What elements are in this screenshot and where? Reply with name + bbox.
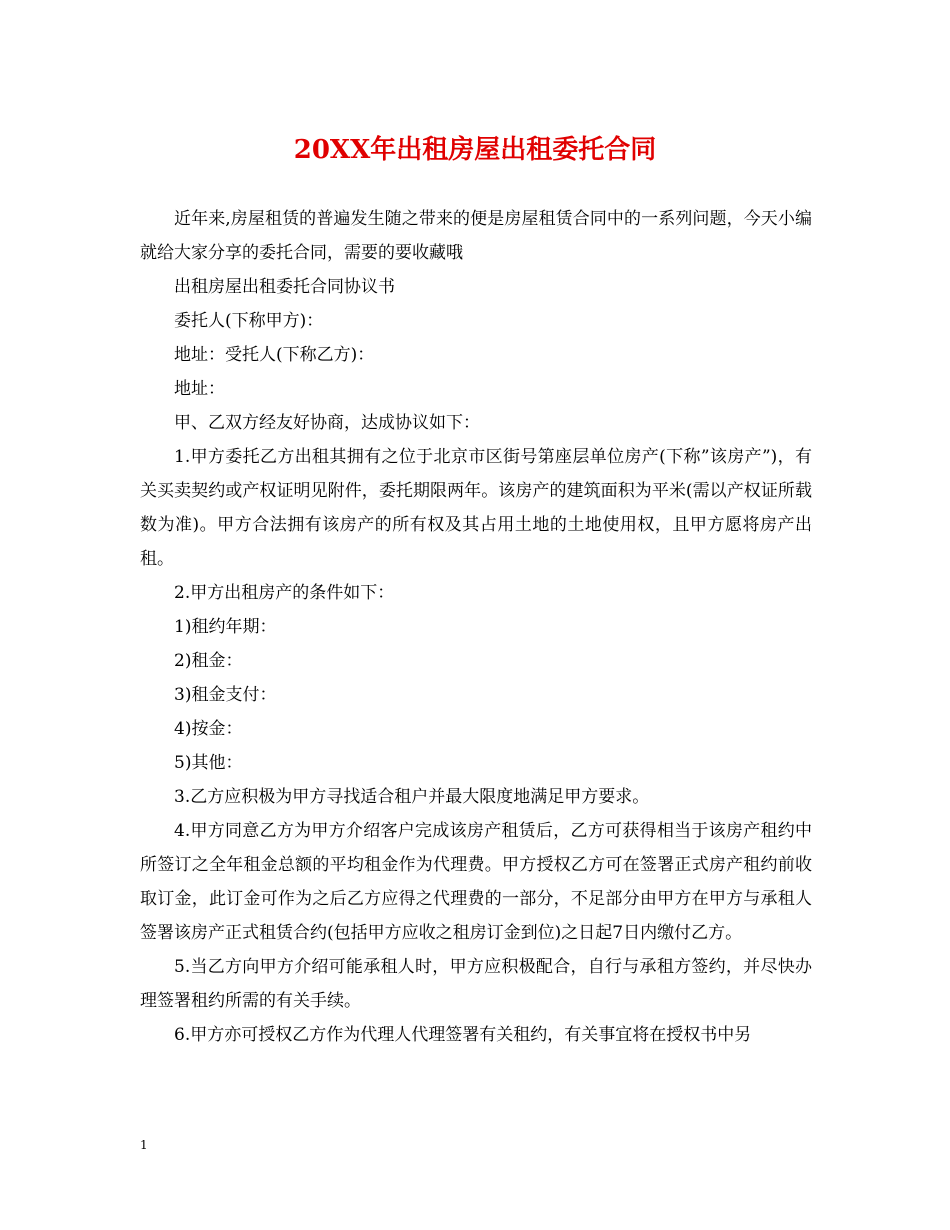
paragraph-principal: 委托人(下称甲方)： <box>174 311 324 331</box>
clause-2-item-4: 4)按金： <box>174 719 243 739</box>
clause-2: 2.甲方出租房产的条件如下： <box>174 583 395 603</box>
clause-4: 4.甲方同意乙方为甲方介绍客户完成该房产租赁后，乙方可获得相当于该房产租约中所签订之全年租金总额的平均租金作为代理费。甲方授权乙方可在签署正式房产租约前收取订金，此订金可作为之后乙方应得之代理费的一部分，不足部分由甲方在甲方与承租人签署该房产正式租赁合约(包括甲方应收之租房订金到位)之日起7日内缴付乙方。 <box>140 821 812 943</box>
paragraph-address: 地址： <box>174 379 225 399</box>
clause-1: 1.甲方委托乙方出租其拥有之位于北京市区街号第座层单位房产(下称”该房产”)，有关买卖契约或产权证明见附件，委托期限两年。该房产的建筑面积为平米(需以产权证所载数为准)。甲方合法拥有该房产的所有权及其占用土地的土地使用权，且甲方愿将房产出租。 <box>140 447 812 569</box>
clause-3: 3.乙方应积极为甲方寻找适合租户并最大限度地满足甲方要求。 <box>174 787 650 807</box>
clause-2-item-2: 2)租金： <box>174 651 243 671</box>
paragraph-intro: 近年来,房屋租赁的普遍发生随之带来的便是房屋租赁合同中的一系列问题，今天小编就给大家分享的委托合同，需要的要收藏哦 <box>140 209 812 263</box>
clause-2-item-3: 3)租金支付： <box>174 685 277 705</box>
paragraph-preamble: 甲、乙双方经友好协商，达成协议如下： <box>174 413 480 433</box>
clause-6: 6.甲方亦可授权乙方作为代理人代理签署有关租约，有关事宜将在授权书中另 <box>174 1025 752 1045</box>
page-number: 1 <box>140 1138 148 1152</box>
clause-2-item-1: 1)租约年期： <box>174 617 277 637</box>
clause-2-item-5: 5)其他： <box>174 753 243 773</box>
paragraph-address-agent: 地址：受托人(下称乙方)： <box>174 345 375 365</box>
paragraph-agreement-title: 出租房屋出租委托合同协议书 <box>174 277 395 297</box>
document-title: 20XX年出租房屋出租委托合同 <box>293 135 657 165</box>
clause-5: 5.当乙方向甲方介绍可能承租人时，甲方应积极配合，自行与承租方签约，并尽快办理签署租约所需的有关手续。 <box>140 957 812 1011</box>
document-body <box>140 202 812 1052</box>
